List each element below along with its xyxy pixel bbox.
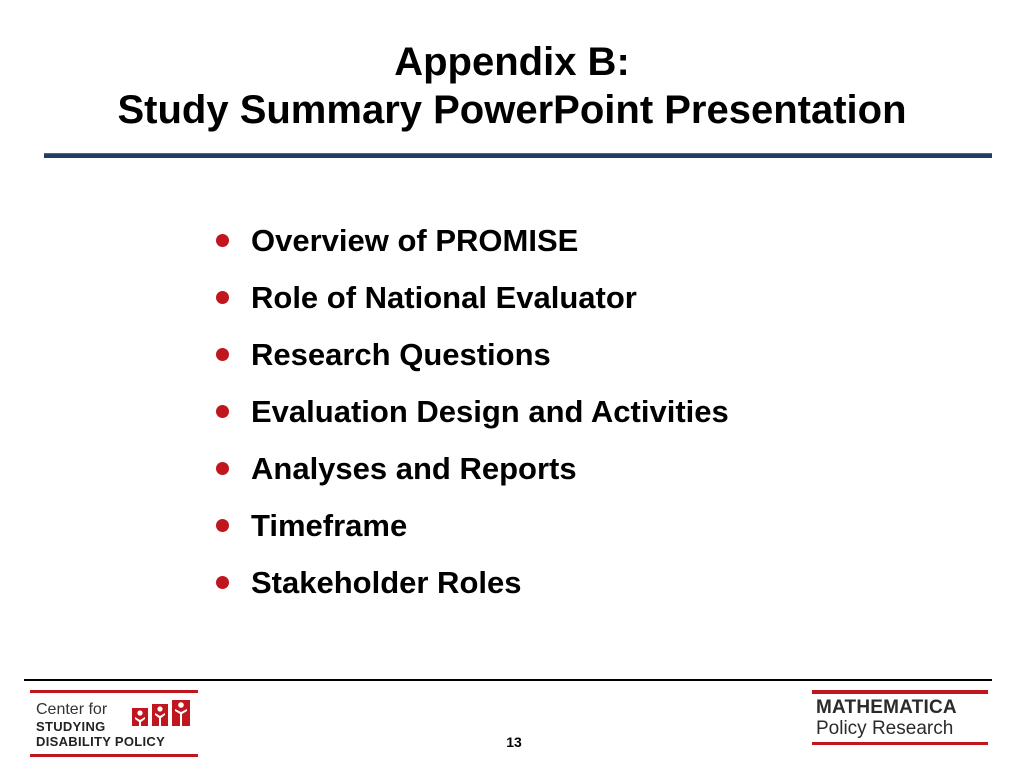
footer-divider (24, 679, 992, 681)
bullet-text: Timeframe (251, 507, 408, 543)
bullet-item (216, 440, 729, 497)
bullet-item (216, 497, 729, 554)
logo-left-top-bar (30, 690, 198, 693)
logo-left-bottom-bar (30, 754, 198, 757)
bullet-item (216, 269, 729, 326)
page-number: 13 (506, 734, 522, 750)
logo-left-line2: STUDYING (36, 719, 106, 734)
bullet-dot-icon (216, 405, 229, 418)
bullet-item (216, 383, 729, 440)
title-divider-highlight (44, 153, 992, 154)
bullet-list (216, 212, 729, 611)
slide-title-line2: Study Summary PowerPoint Presentation (117, 88, 907, 132)
bullet-item (216, 326, 729, 383)
logo-right-line2: Policy Research (816, 718, 954, 739)
slide-title (0, 38, 1024, 134)
bullet-dot-icon (216, 519, 229, 532)
bullet-item (216, 554, 729, 611)
bullet-text: Evaluation Design and Activities (251, 393, 729, 429)
bullet-item (216, 212, 729, 269)
logo-left-line3: DISABILITY POLICY (36, 734, 166, 749)
bullet-text: Analyses and Reports (251, 450, 577, 486)
slide-title-line1: Appendix B: (394, 40, 630, 84)
mathematica-logo (812, 690, 988, 758)
bullet-dot-icon (216, 462, 229, 475)
people-icon (130, 698, 196, 728)
logo-right-bottom-bar (812, 742, 988, 745)
bullet-dot-icon (216, 291, 229, 304)
bullet-text: Stakeholder Roles (251, 564, 522, 600)
bullet-dot-icon (216, 348, 229, 361)
center-for-studying-disability-policy-logo (30, 690, 198, 758)
bullet-dot-icon (216, 234, 229, 247)
bullet-text: Role of National Evaluator (251, 279, 637, 315)
bullet-text: Research Questions (251, 336, 551, 372)
logo-right-line1: MATHEMATICA (816, 697, 957, 718)
bullet-text: Overview of PROMISE (251, 222, 579, 258)
logo-left-line1: Center for (36, 701, 108, 718)
logo-right-top-bar (812, 690, 988, 694)
bullet-dot-icon (216, 576, 229, 589)
